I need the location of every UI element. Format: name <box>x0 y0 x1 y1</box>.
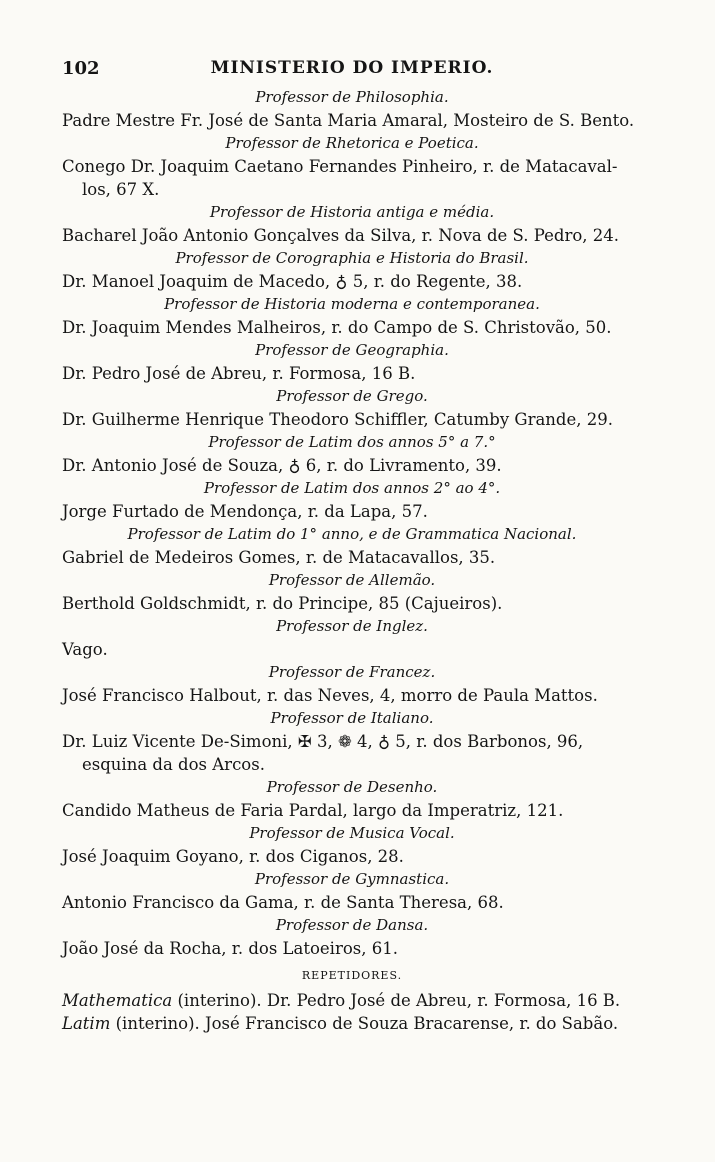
repetidor-detail: (interino). Dr. Pedro José de Abreu, r. Formosa, 16 B. <box>172 991 621 1010</box>
section-heading: Professor de Musica Vocal. <box>249 824 455 842</box>
repetidor-subject: Latim <box>62 1014 111 1033</box>
list-item: Conego Dr. Joaquim Caetano Fernandes Pinheiro, r. de Matacaval- <box>62 157 618 176</box>
list-item: Bacharel João Antonio Gonçalves da Silva, r. Nova de S. Pedro, 24. <box>62 226 619 245</box>
list-item: Dr. Antonio José de Souza, ♁ 6, r. do Livramento, 39. <box>62 456 502 475</box>
page-body <box>62 86 642 1035</box>
list-item: Gabriel de Medeiros Gomes, r. de Matacavallos, 35. <box>62 548 496 567</box>
section-heading: Professor de Philosophia. <box>255 88 449 106</box>
list-item: José Joaquim Goyano, r. dos Ciganos, 28. <box>62 847 404 866</box>
section-heading: Professor de Gymnastica. <box>254 870 450 888</box>
list-item-continuation: esquina da dos Arcos. <box>82 755 265 774</box>
repetidor-row <box>62 989 642 1012</box>
section-heading: Professor de Rhetorica e Poetica. <box>225 134 479 152</box>
list-item: Candido Matheus de Faria Pardal, largo da Imperatriz, 121. <box>62 801 564 820</box>
list-item: Padre Mestre Fr. José de Santa Maria Amaral, Mosteiro de S. Bento. <box>62 111 635 130</box>
repetidor-row <box>62 1012 642 1035</box>
section-heading: Professor de Historia moderna e contemporanea. <box>164 295 540 313</box>
section-heading: Professor de Grego. <box>276 387 428 405</box>
list-item: Jorge Furtado de Mendonça, r. da Lapa, 57. <box>62 502 428 521</box>
page-number: 102 <box>62 58 100 79</box>
section-heading: Professor de Inglez. <box>276 617 428 635</box>
list-item: José Francisco Halbout, r. das Neves, 4, morro de Paula Mattos. <box>62 686 598 705</box>
list-item: Dr. Joaquim Mendes Malheiros, r. do Campo de S. Christovão, 50. <box>62 318 612 337</box>
section-heading: Professor de Francez. <box>268 663 436 681</box>
list-item: Berthold Goldschmidt, r. do Principe, 85 (Cajueiros). <box>62 594 503 613</box>
list-item: Antonio Francisco da Gama, r. de Santa Theresa, 68. <box>62 893 504 912</box>
running-title: MINISTERIO DO IMPERIO. <box>210 58 494 78</box>
section-heading: Professor de Italiano. <box>270 709 434 727</box>
list-item: Dr. Pedro José de Abreu, r. Formosa, 16 B. <box>62 364 416 383</box>
section-heading: Professor de Latim dos annos 5° a 7.° <box>208 433 496 451</box>
section-heading: Professor de Desenho. <box>266 778 438 796</box>
page-header <box>62 58 642 84</box>
section-heading: Professor de Latim dos annos 2° ao 4°. <box>203 479 501 497</box>
list-item: Dr. Guilherme Henrique Theodoro Schiffler, Catumby Grande, 29. <box>62 410 613 429</box>
repetidor-detail: (interino). José Francisco de Souza Bracarense, r. do Sabão. <box>110 1014 619 1033</box>
section-heading: Professor de Historia antiga e média. <box>209 203 495 221</box>
section-heading: Professor de Geographia. <box>255 341 449 359</box>
list-item: João José da Rocha, r. dos Latoeiros, 61. <box>62 939 398 958</box>
section-heading: Professor de Allemão. <box>268 571 436 589</box>
section-heading: Professor de Latim do 1° anno, e de Grammatica Nacional. <box>127 525 577 543</box>
list-item: Dr. Manoel Joaquim de Macedo, ♁ 5, r. do Regente, 38. <box>62 272 523 291</box>
section-heading: Professor de Corographia e Historia do Brasil. <box>175 249 529 267</box>
section-heading: Professor de Dansa. <box>275 916 429 934</box>
repetidor-subject: Mathematica <box>62 991 173 1010</box>
section-title: REPETIDORES. <box>301 969 403 982</box>
list-item: Vago. <box>62 640 108 659</box>
list-item: Dr. Luiz Vicente De-Simoni, ✠ 3, ❁ 4, ♁ 5, r. dos Barbonos, 96, <box>62 732 584 751</box>
list-item-continuation: los, 67 X. <box>82 180 160 199</box>
